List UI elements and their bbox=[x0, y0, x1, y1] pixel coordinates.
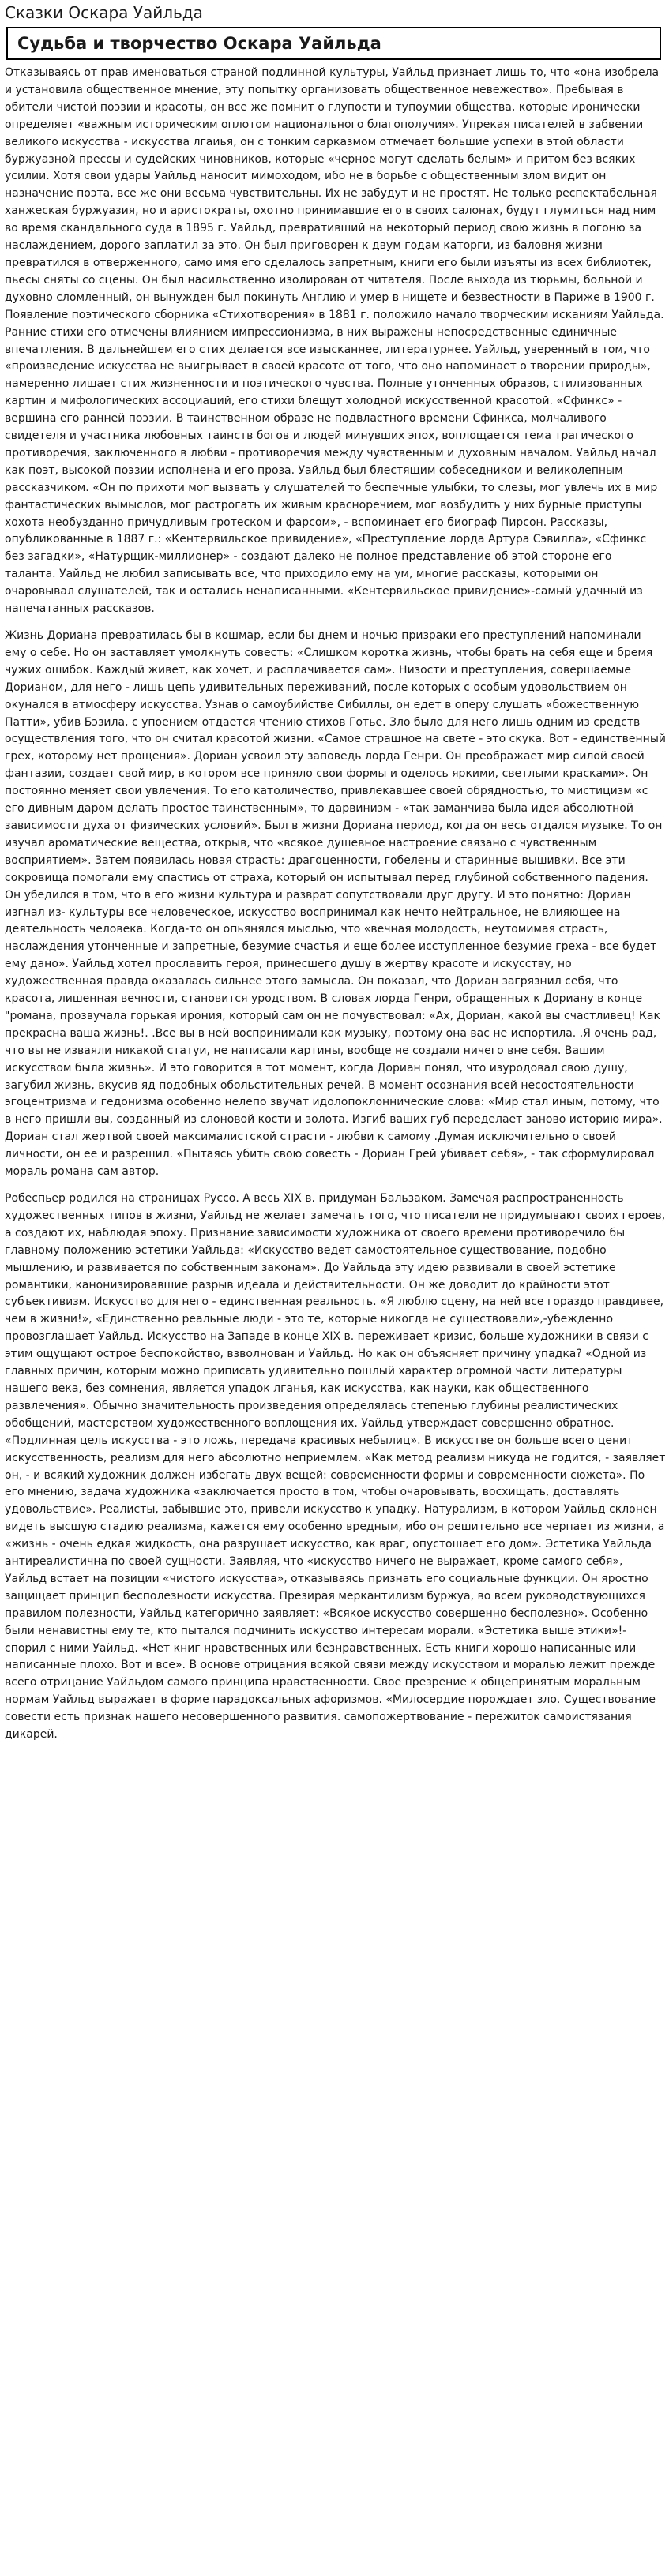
article-title-box bbox=[6, 27, 661, 60]
paragraph-3: Робеспьер родился на страницах Руссо. А весь XIX в. придуман Бальзаком. Замечая распространенность художественных типов в жизни, Уайльд не желает замечать того, что писатели не придумывают своих героев, а создают их, наблюдая эпоху. Признание зависимости художника от своего времени противоречило бы главному положению эстетики Уайльда: «Искусство ведет самостоятельное существование, подобно мышлению, и развивается по собственным законам». До Уайльда эту идею развивали в своей эстетике романтики, канонизировавшие разрыв идеала и действительности. Он же доводит до крайности этот субъективизм. Искусство для него - единственная реальность. «Я люблю сцену, на ней все гораздо правдивее, чем в жизни!», «Единственно реальные люди - это те, которые никогда не существовали»,-убежденно провозглашает Уайльд. Искусство на Западе в конце XIX в. переживает кризис, больше художники в связи с этим ощущают острое беспокойство, взволнован и Уайльд. Но как он объясняет причину упадка? «Одной из главных причин, которым можно приписать удивительно пошлый характер огромной части литературы нашего века, без сомнения, является упадок лганья, как искусства, как науки, как общественного развлечения». Обычно значительность произведения определялась степенью глубины реалистических обобщений, мастерством художественного воплощения их. Уайльд утверждает совершенно обратное. «Подлинная цель искусства - это ложь, передача красивых небылиц». В искусстве он больше всего ценит искусственность, реализм для него абсолютно неприемлем. «Как метод реализм никуда не годится, - заявляет он, - и всякий художник должен избегать двух вещей: современности формы и современности сюжета». По его мнению, задача художника «заключается просто в том, чтобы очаровывать, восхищать, доставлять удовольствие». Реалисты, забывшие это, привели искусство к упадку. Натурализм, в котором Уайльд склонен видеть высшую стадию реализма, кажется ему особенно вредным, ибо он решительно все черпает из жизни, а «жизнь - очень едкая жидкость, она разрушает искусство, как враг, опустошает его дом». Эстетика Уайльда антиреалистична по своей сущности. Заявляя, что «искусство ничего не выражает, кроме самого себя», Уайльд встает на позиции «чистого искусства», отказываясь признать его социальные функции. Он яростно защищает принцип бесполезности искусства. Презирая меркантилизм буржуа, во всем руководствующихся правилом полезности, Уайльд категорично заявляет: «Всякое искусство совершенно бесполезно». Особенно были ненавистны ему те, кто пытался подчинить искусство интересам морали. «Эстетика выше этики»!-спорил с ними Уайльд. «Нет книг нравственных или безнравственных. Есть книги хорошо написанные или написанные плохо. Вот и все». В основе отрицания всякой связи между искусством и моралью лежит прежде всего отрицание Уайльдом самого принципа нравственности. Свое презрение к общепринятым моральным нормам Уайльд выражает в форме парадоксальных афоризмов. «Милосердие порождает зло. Существование совести есть признак нашего несовершенного развития. самопожертвование - пережиток самоистязания дикарей. bbox=[5, 1192, 666, 1742]
paragraph-2: Жизнь Дориана превратилась бы в кошмар, если бы днем и ночью призраки его преступлений напоминали ему о себе. Но он заставляет умолкнуть совесть: «Слишком коротка жизнь, чтобы брать на себя еще и бремя чужих ошибок. Каждый живет, как хочет, и расплачивается сам». Низости и преступления, совершаемые Дорианом, для него - лишь цепь удивительных переживаний, после которых с особым удовольствием он окунался в атмосферу искусства. Узнав о самоубийстве Сибиллы, он едет в оперу слушать «божественную Патти», убив Бэзила, с упоением отдается чтению стихов Готье. Зло было для него лишь одним из средств осуществления того, что он считал красотой жизни. «Самое страшное на свете - это скука. Вот - единственный грех, которому нет прощения». Дориан усвоил эту заповедь лорда Генри. Он преображает мир силой своей фантазии, создает свой мир, в котором все приняло свои формы и оделось яркими, светлыми красками». Он постоянно меняет свои увлечения. То его католичество, привлекавшее своей обрядностью, то мистицизм «с его дивным даром делать простое таинственным», то дарвинизм - «так заманчива была идея абсолютной зависимости духа от физических условий». Был в жизни Дориана период, когда он весь отдался музыке. То он изучал ароматические вещества, открыв, что «всякое душевное настроение связано с чувственным восприятием». Затем появилась новая страсть: драгоценности, гобелены и старинные вышивки. Все эти сокровища помогали ему спастись от страха, который он испытывал перед глубиной собственного падения. Он убедился в том, что в его жизни культура и разврат сопутствовали друг другу. И это понятно: Дориан изгнал из- культуры все человеческое, искусство воспринимал как нечто нейтральное, не влияющее на деятельность человека. Когда-то он опьянялся мыслью, что «вечная молодость, неутомимая страсть, наслаждения утонченные и запретные, безумие счастья и еще более исступленное безумие греха - все будет ему дано». Уайльд хотел прославить героя, принесшего душу в жертву красоте и искусству, но художественная правда оказалась сильнее этого замысла. Он показал, что Дориан загрязнил себя, что красота, лишенная вечности, становится уродством. В словах лорда Генри, обращенных к Дориану в конце "романа, прозвучала горькая ирония, который сам он не почувствовал: «Ах, Дориан, какой вы счастливец! Как прекрасна ваша жизнь!. .Все вы в ней воспринимали как музыку, поэтому она вас не испортила. .Я очень рад, что вы не изваяли никакой статуи, не написали картины, вообще не создали ничего вне себя. Вашим искусством была жизнь». И это говорится в тот момент, когда Дориан понял, что изуродовал свою душу, загубил жизнь, вкусив яд подобных обольстительных речей. В момент осознания всей несостоятельности эгоцентризма и гедонизма особенно нелепо звучат идолопоклоннические слова: «Мир стал иным, потому, что в него пришли вы, созданный из слоновой кости и золота. Изгиб ваших губ переделает заново историю мира». Дориан стал жертвой своей максималистской страсти - любви к самому .Думая исключительно о своей личности, он ее и разрешил. «Пытаясь убить свою совесть - Дориан Грей убивает себя», - так сформулировал мораль романа сам автор. bbox=[5, 629, 666, 1179]
page bbox=[0, 2, 669, 2576]
article-title: Судьба и творчество Оскара Уайльда bbox=[17, 34, 381, 53]
page-title: Сказки Оскара Уайльда bbox=[5, 3, 203, 22]
paragraph-1: Отказываясь от прав именоваться страной подлинной культуры, Уайльд признает лишь то, что «она изобрела и установила общественное мнение, эту попытку организовать общественное невежество». Пребывая в обители чистой поэзии и красоты, он все же помнит о глупости и тупоумии общества, которые иронически определяет «важным историческим оплотом национального благополучия». Упрекая писателей в забвении великого искусства - искусства лгаиья, он с тонким сарказмом отмечает большие успехи в этой области буржуазной прессы и судейских чиновников, которые «черное могут сделать белым» и притом без всяких усилии. Хотя свои удары Уайльд наносит мимоходом, ибо не в борьбе с общественным злом видит он назначение поэта, все же они весьма чувствительны. Их не забудут и не простят. Не только респектабельная ханжеская буржуазия, но и аристократы, охотно принимавшие его в своих салонах, будут глумиться над ним во время скандального суда в 1895 г. Уайльд, превративший на некоторый период свою жизнь в погоню за наслаждением, дорого заплатил за это. Он был приговорен к двум годам каторги, из баловня жизни превратился в отверженного, само имя его сделалось запретным, книги его были изъяты из всех библиотек, пьесы сняты со сцены. Он был насильственно изолирован от читателя. После выхода из тюрьмы, больной и духовно сломленный, он вынужден был покинуть Англию и умер в нищете и безвестности в Париже в 1900 г. Появление поэтического сборника «Стихотворения» в 1881 г. положило начало творческим исканиям Уайльда. Ранние стихи его отмечены влиянием импрессионизма, в них выражены непосредственные единичные впечатления. В дальнейшем его стих делается все изысканнее, литературнее. Уайльд, уверенный в том, что «произведение искусства не выигрывает в своей красоте от того, что оно напоминает о творении природы», намеренно лишает стих жизненности и поэтического чувства. Полные утонченных образов, стилизованных картин и мифологических ассоциаций, его стихи блещут холодной искусственной красотой. «Сфинкс» - вершина его ранней поэзии. В таинственном образе не подвластного времени Сфинкса, молчаливого свидетеля и участника любовных таинств богов и людей минувших эпох, воплощается тема трагического противоречия, заключенного в любви - противоречия между чувственным и духовным началом. Уайльд начал как поэт, высокой поэзии исполнена и его проза. Уайльд был блестящим собеседником и великолепным рассказчиком. «Он по прихоти мог вызвать у слушателей то беспечные улыбки, то слезы, мог увлечь их в мир фантастических вымыслов, мог растрогать их живым красноречием, мог возбудить у них бурные приступы хохота необузданно причудливым гротеском и фарсом», - вспоминает его биограф Пирсон. Рассказы, опубликованные в 1887 г.: «Кентервильское привидение», «Преступление лорда Артура Сэвилла», «Сфинкс без загадки», «Натурщик-миллионер» - создают далеко не полное представление об этой стороне его таланта. Уайльд не любил записывать все, что приходило ему на ум, многие рассказы, которыми он очаровывал слушателей, так и остались ненаписанными. «Кентервильское привидение»-самый удачный из напечатанных рассказов. bbox=[5, 66, 664, 616]
